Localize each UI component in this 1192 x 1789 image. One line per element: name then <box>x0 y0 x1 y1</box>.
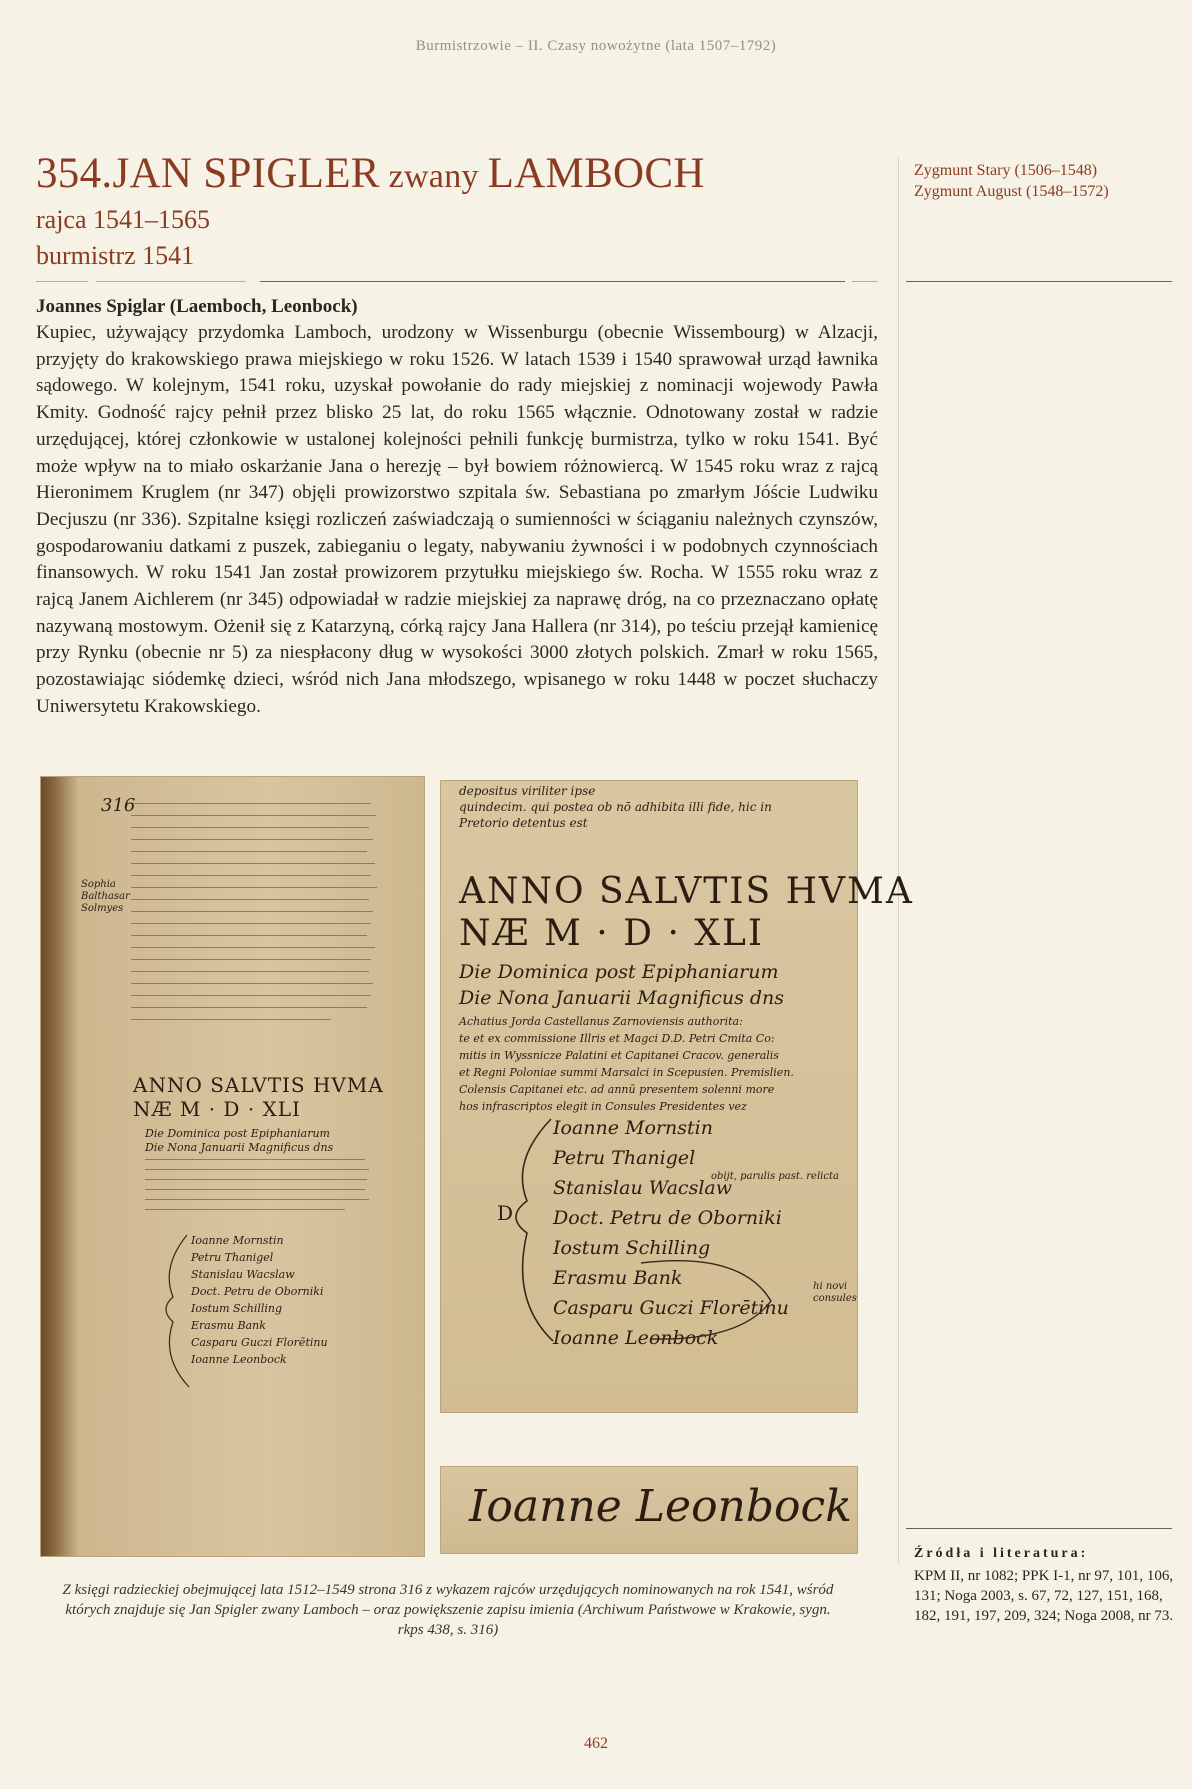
manuscript-enlarged-die2: Die Nona Januarii Magnificus dns <box>459 987 785 1009</box>
page-number: 462 <box>584 1735 608 1752</box>
entry-name-joiner: zwany <box>379 158 488 195</box>
title-rule-mid <box>96 281 246 282</box>
biography <box>36 320 878 721</box>
manuscript-anno-line1: ANNO SALVTIS HVMA <box>133 1073 384 1097</box>
manuscript-enlarged-anno-line1: ANNO SALVTIS HVMA <box>459 871 914 912</box>
side-rule-bottom <box>906 1528 1172 1529</box>
entry-title <box>36 150 876 201</box>
manuscript-bracket-letter: D <box>497 1201 514 1225</box>
title-rule-short <box>36 281 88 282</box>
entry-name: JAN SPIGLER <box>112 150 380 197</box>
title-rule-end <box>852 281 878 282</box>
manuscript-enlarged-body: Achatius Jorda Castellanus Zarnoviensis authorita: te et ex commissione Illris et Magci D.D. Petri Cmita Co: mitis in Wyssnicze Palatini et Capitanei Cracov. generalis et Regni Poloniae summi Marsalci in Scepusien. Premislien. Colensis Capitanei etc. ad annū presentem solenni more hos infrascriptos elegit in Consules Presidentes vez <box>459 1015 794 1113</box>
manuscript-marginal-obijt: obijt, parulis past. relicta <box>711 1171 839 1182</box>
title-rule-long <box>260 281 845 282</box>
manuscript-bracket-large <box>441 781 857 1412</box>
reigns-list <box>914 160 1174 202</box>
manuscript-marginal-novi: hi novi consules <box>813 1281 857 1304</box>
sources-list: KPM II, nr 1082; PPK I-1, nr 97, 101, 106, 131; Noga 2003, s. 67, 72, 127, 151, 168, 182, 191, 197, 209, 324; Noga 2008, nr 73. <box>914 1568 1174 1624</box>
manuscript-enlarged-anno-line2: NÆ M · D · XLI <box>459 913 765 954</box>
entry-number: 354. <box>36 150 113 197</box>
manuscript-top-lines: depositus viriliter ipse quindecim. qui postea ob nō adhibita illi fide, hic in Pretorio detentus est <box>459 784 772 830</box>
person-latin-name: Joannes Spiglar (Laemboch, Leonbock) <box>36 296 358 317</box>
manuscript-enlargement-image <box>440 780 914 1413</box>
entry-role-burmistrz: burmistrz 1541 <box>36 241 195 270</box>
manuscript-enlarged-names: Ioanne Mornstin Petru Thanigel Stanislau Wacslaw Doct. Petru de Oborniki Iostum Schilling Erasmu Bank Casparu Guczi Florētinu Ioanne Leonbock <box>553 1117 789 1349</box>
manuscript-margin-note: Sophia Balthasar Solmyes <box>81 879 130 914</box>
figure-caption: Z księgi radzieckiej obejmującej lata 1512–1549 strona 316 z wykazem rajców urzędujących nominowanych na rok 1541, wśród których znajduje się Jan Spigler zwany Lamboch – oraz powiększenie zapisu imienia (Archiwum Państwowe w Krakowie, sygn. rkps 438, s. 316) <box>62 1582 834 1638</box>
reign-item: Zygmunt Stary (1506–1548) <box>914 162 1098 179</box>
entry-role-rajca: rajca 1541–1565 <box>36 205 211 234</box>
manuscript-enlarged-die1: Die Dominica post Epiphaniarum <box>459 961 779 983</box>
biography-text: Kupiec, używający przydomka Lamboch, urodzony w Wissenburgu (obecnie Wissembourg) w Alzacji, przyjęty do krakowskiego prawa miejskiego w roku 1526. W latach 1539 i 1540 sprawował urząd ławnika sądowego. W kolejnym, 1541 roku, uzyskał powołanie do rady miejskiej z nominacji wojewody Pawła Kmity. Godność rajcy pełnił przez blisko 25 lat, do roku 1565 włącznie. Odnotowany został w radzie urzędującej, której członkowie w ustalonej kolejności pełnili funkcję burmistrza, tylko w roku 1541. Być może wpływ na to miało oskarżanie Jana o herezję – był bowiem różnowiercą. W 1545 roku wraz z rajcą Hieronimem Kruglem (nr 347) objęli prowizorstwo szpitala św. Sebastiana po zmarłym Jóście Ludwiku Decjuszu (nr 336). Szpitalne księgi rozliczeń zaświadczają o sumienności w ściąganiu należnych czynszów, gospodarowaniu datkami z puszek, zabieganiu o legaty, nabywaniu żywności i w podobnych czynnościach finansowych. W roku 1541 Jan został prowizorem przytułku miejskiego św. Rocha. W 1555 roku wraz z rajcą Janem Aichlerem (nr 345) odpowiadał w radzie miejskiej za naprawę dróg, na co przeznaczano opłatę nazywaną mostowym. Ożenił się z Katarzyną, córką rajcy Jana Hallera (nr 314), po teściu przejął kamienicę przy Rynku (obecnie nr 5) za niespłacony dług w wysokości 3000 złotych polskich. Zmarł w roku 1565, pozostawiając siódemkę dzieci, wśród nich Jana młodszego, wpisanego w roku 1448 w poczet słuchaczy Uniwersytetu Krakowskiego. <box>36 322 878 717</box>
manuscript-anno-line2: NÆ M · D · XLI <box>133 1097 301 1121</box>
running-head: Burmistrzowie – II. Czasy nowożytne (lata 1507–1792) <box>415 38 777 54</box>
manuscript-names-small: Ioanne Mornstin Petru Thanigel Stanislau Wacslaw Doct. Petru de Oborniki Iostum Schilling Erasmu Bank Casparu Guczi Florētinu Ioanne Leonbock <box>191 1234 328 1366</box>
column-divider <box>898 158 899 1563</box>
side-rule-top <box>906 281 1172 282</box>
signature-enlargement-image <box>440 1466 858 1554</box>
manuscript-die-line1: Die Dominica post Epiphaniarum <box>145 1127 330 1140</box>
entry-alias: LAMBOCH <box>487 150 705 197</box>
signature-text: Ioanne Leonbock <box>469 1481 852 1532</box>
reign-item: Zygmunt August (1548–1572) <box>914 183 1109 200</box>
manuscript-page-number: 316 <box>101 795 136 816</box>
manuscript-page-image <box>40 776 425 1557</box>
manuscript-die-line2: Die Nona Januarii Magnificus dns <box>145 1141 334 1154</box>
manuscript-bracket-small <box>41 777 424 1556</box>
sources-heading: Źródła i literatura: <box>914 1546 1089 1561</box>
entry-header <box>36 150 876 273</box>
